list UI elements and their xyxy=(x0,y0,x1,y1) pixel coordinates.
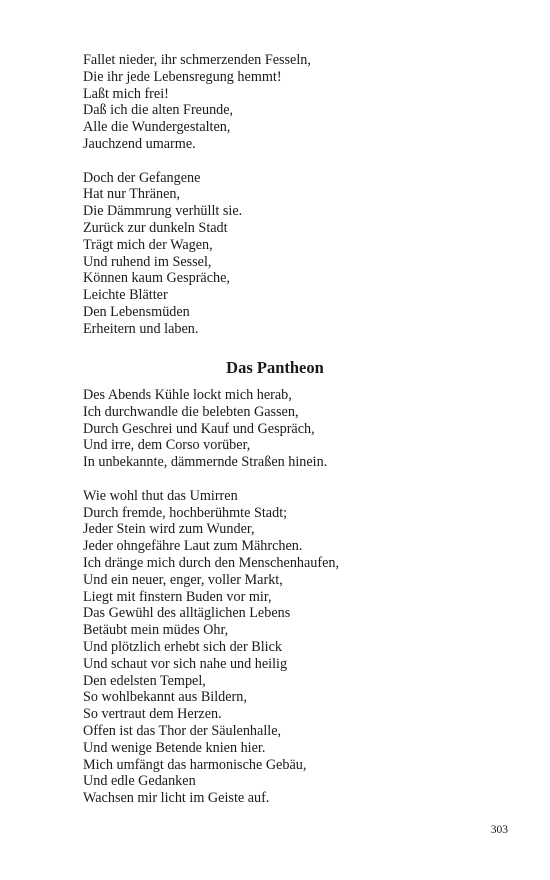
verse-line: Können kaum Gespräche, xyxy=(83,270,230,287)
verse-line: Erheitern und laben. xyxy=(83,320,199,337)
verse-line: So vertraut dem Herzen. xyxy=(83,706,222,723)
poem-title: Das Pantheon xyxy=(226,358,324,377)
stanza xyxy=(83,170,513,338)
verse-line: Und irre, dem Corso vorüber, xyxy=(83,437,251,454)
verse-line: Liegt mit finstern Buden vor mir, xyxy=(83,588,272,605)
verse-line: Das Gewühl des alltäglichen Lebens xyxy=(83,605,291,622)
stanza xyxy=(83,488,513,807)
verse-line: Zurück zur dunkeln Stadt xyxy=(83,219,228,236)
verse-line: Und wenige Betende knien hier. xyxy=(83,739,266,756)
verse-line: Durch Geschrei und Kauf und Gespräch, xyxy=(83,420,315,437)
stanza xyxy=(83,52,513,153)
verse-line: Und ruhend im Sessel, xyxy=(83,253,212,270)
verse-line: Fallet nieder, ihr schmerzenden Fesseln, xyxy=(83,52,311,68)
verse-line: Jeder ohngefähre Laut zum Mährchen. xyxy=(83,538,303,555)
verse-line: Alle die Wundergestalten, xyxy=(83,119,231,136)
verse-line: Wachsen mir licht im Geiste auf. xyxy=(83,790,270,807)
page-number: 303 xyxy=(490,824,508,836)
verse-line: Jauchzend umarme. xyxy=(83,135,196,152)
verse-line: Durch fremde, hochberühmte Stadt; xyxy=(83,504,288,521)
verse-line: Ich durchwandle die belebten Gassen, xyxy=(83,403,299,420)
stanza xyxy=(83,387,513,471)
verse-line: Laßt mich frei! xyxy=(83,85,169,102)
verse-line: Den Lebensmüden xyxy=(83,303,190,320)
poem-continuation xyxy=(83,52,513,338)
verse-line: Und plötzlich erhebt sich der Blick xyxy=(83,638,282,655)
verse-line: Und edle Gedanken xyxy=(83,773,196,790)
verse-line: Offen ist das Thor der Säulenhalle, xyxy=(83,722,282,739)
verse-line: Betäubt mein müdes Ohr, xyxy=(83,622,229,639)
poem-body xyxy=(83,387,513,807)
verse-line: Ich dränge mich durch den Menschenhaufen, xyxy=(83,554,340,571)
verse-line: Hat nur Thränen, xyxy=(83,186,181,203)
verse-line: So wohlbekannt aus Bildern, xyxy=(83,689,247,706)
verse-line: Doch der Gefangene xyxy=(83,169,201,186)
verse-line: Und ein neuer, enger, voller Markt, xyxy=(83,571,283,588)
verse-line: Mich umfängt das harmonische Gebäu, xyxy=(83,756,307,773)
verse-line: Den edelsten Tempel, xyxy=(83,672,206,689)
verse-line: Daß ich die alten Freunde, xyxy=(83,102,234,119)
verse-line: Die Dämmrung verhüllt sie. xyxy=(83,203,243,220)
verse-line: Jeder Stein wird zum Wunder, xyxy=(83,521,255,538)
verse-line: Des Abends Kühle lockt mich herab, xyxy=(83,387,292,403)
verse-line: Und schaut vor sich nahe und heilig xyxy=(83,655,288,672)
verse-line: Wie wohl thut das Umirren xyxy=(83,487,238,504)
verse-line: In unbekannte, dämmernde Straßen hinein. xyxy=(83,454,328,471)
verse-line: Trägt mich der Wagen, xyxy=(83,236,213,253)
verse-line: Die ihr jede Lebensregung hemmt! xyxy=(83,68,282,85)
verse-line: Leichte Blätter xyxy=(83,287,168,304)
